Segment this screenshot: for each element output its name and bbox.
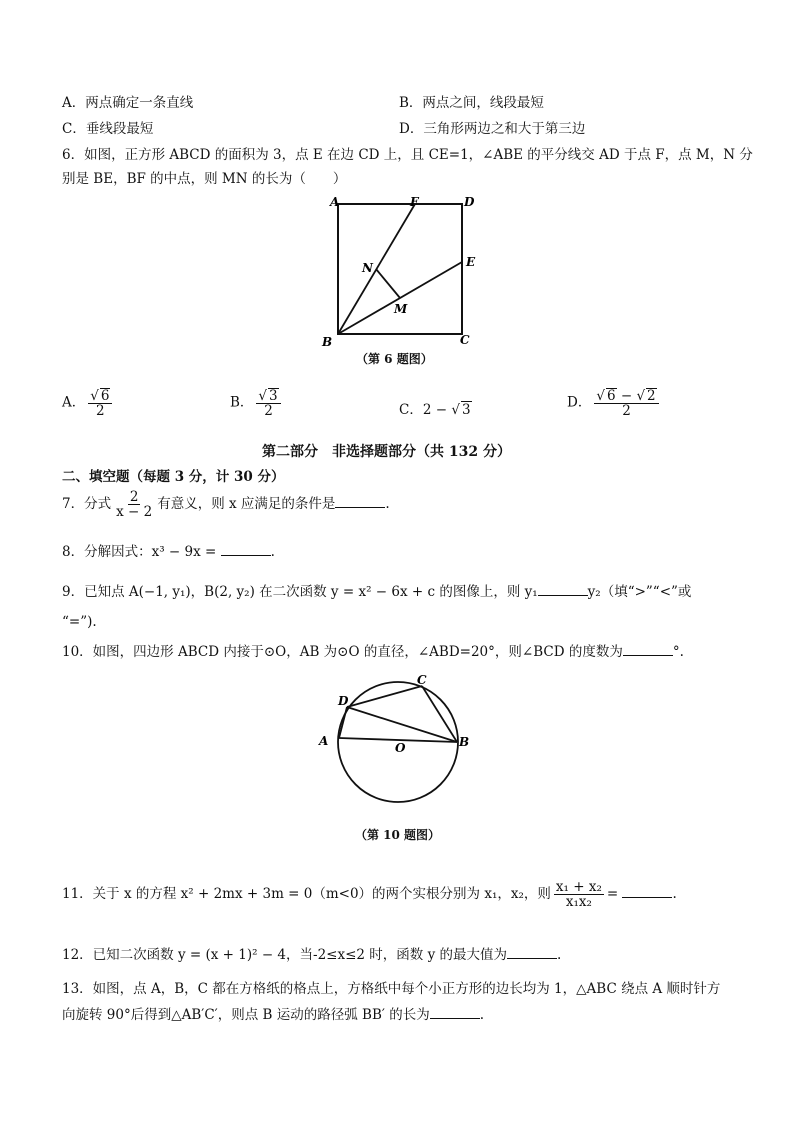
q6-option-c-radicand: 3 [461, 402, 471, 418]
q8-prefix: 8．分解因式： [62, 544, 152, 560]
q6-caption: （第 6 题图） [356, 352, 433, 366]
chord-ad [339, 707, 347, 738]
q6-option-c: C．2 − √ 3 [399, 402, 471, 418]
q10-answer-blank[interactable] [623, 643, 673, 656]
q12-text: 12．已知二次函数 y = (x + 1)² − 4，当-2≤x≤2 时，函数 y 的最大值为 [62, 947, 507, 963]
q7-den: x − 2 [116, 504, 153, 521]
section2-title: 第二部分 非选择题部分（共 132 分） [262, 444, 511, 460]
q9-text-tail: y₂（填“>”“<”或 [587, 584, 692, 600]
q9-line2: “=”). [62, 614, 97, 630]
q6-option-d-den: 2 [622, 403, 631, 420]
label-d: D [464, 195, 475, 209]
chord-db [347, 707, 457, 742]
label-b: B [459, 735, 470, 749]
q6-option-d-minus: − [616, 388, 637, 404]
label-e: E [466, 255, 476, 269]
q12: 12．已知二次函数 y = (x + 1)² − 4，当-2≤x≤2 时，函数 y 的最大值为 . [62, 947, 562, 963]
q6-option-a-prefix: A． [62, 394, 86, 411]
q13-line2: 向旋转 90°后得到△AB′C′，则点 B 运动的路径弧 BB′ 的长为 . [62, 1007, 485, 1023]
q6-option-d: D． $\frac{√ 6 - √ 2}{2}$ [567, 388, 662, 418]
q7-suffix: 有意义，则 x 应满足的条件是 [157, 496, 336, 513]
q11-eq: = [606, 886, 619, 903]
q11-num: x₁ + x₂ [555, 879, 602, 895]
q5-option-a: A．两点确定一条直线 [62, 95, 194, 111]
q8-expr: x³ − 9x = [151, 544, 217, 560]
q6-stem-line2: 别是 BE，BF 的中点，则 MN 的长为（ ） [62, 171, 347, 187]
q5-option-d: D．三角形两边之和大于第三边 [399, 121, 586, 137]
label-o: O [395, 741, 406, 755]
q7-answer-blank[interactable] [335, 495, 385, 508]
q6-option-b-radicand: 3 [269, 388, 278, 404]
q7: 7．分式 $\frac{2}{x - 2}$ 有意义，则 x 应满足的条件是 . [62, 489, 390, 521]
q10 [62, 640, 684, 660]
label-a: A [319, 734, 329, 748]
label-d: D [338, 694, 349, 708]
q13-text: 向旋转 90°后得到△AB′C′，则点 B 运动的路径弧 BB′ 的长为 [62, 1007, 430, 1023]
q11-answer-blank[interactable] [622, 885, 672, 898]
q6-option-d-prefix: D． [567, 394, 592, 411]
q5-option-c: C．垂线段最短 [62, 121, 154, 137]
q7-prefix: 7．分式 [62, 496, 112, 513]
q10-caption: （第 10 题图） [355, 828, 441, 842]
q6-option-d-rad2: 2 [647, 388, 656, 404]
q8-answer-blank[interactable] [221, 543, 271, 556]
q6-option-b-den: 2 [264, 403, 273, 420]
q10-text: 10．如图，四边形 ABCD 内接于⊙O，AB 为⊙O 的直径，∠ABD=20°，则∠BCD 的度数为 [62, 644, 623, 660]
line-mn [376, 269, 400, 298]
q10-circle-figure [316, 672, 476, 822]
q6-option-b: B． $\frac{√ 3}{2}$ [230, 388, 284, 418]
q6-option-a-den: 2 [96, 403, 105, 420]
q11-den: x₁x₂ [565, 894, 592, 911]
q7-num: 2 [129, 489, 139, 505]
q9-text: 9．已知点 A(−1, y₁)，B(2, y₂) 在二次函数 y = x² − 6x + c 的图像上，则 y₁ [62, 584, 538, 600]
label-a: A [330, 195, 340, 209]
label-c: C [460, 333, 470, 347]
q6-square-figure [318, 190, 488, 365]
q10-tail: °. [672, 644, 684, 660]
q11: 11．关于 x 的方程 x² + 2mx + 3m = 0（m<0）的两个实根分别为 x₁，x₂，则 $\frac{\text{x₁ + x₂}}{\text{x₁x₂}}$ = . [62, 879, 677, 911]
q6-option-b-prefix: B． [230, 394, 254, 411]
label-c: C [417, 673, 427, 687]
label-n: N [362, 261, 373, 275]
q6-option-c-text: 2 − [422, 402, 452, 418]
q5-option-b: B．两点之间，线段最短 [399, 95, 544, 111]
q9-answer-blank[interactable] [538, 583, 588, 596]
q12-answer-blank[interactable] [507, 946, 557, 959]
q13-answer-blank[interactable] [430, 1006, 480, 1019]
q11-prefix: 11．关于 x 的方程 x² + 2mx + 3m = 0（m<0）的两个实根分别为 x₁，x₂，则 [62, 886, 551, 903]
label-b: B [322, 335, 333, 349]
section2-heading: 二、填空题（每题 3 分，计 30 分） [62, 469, 285, 485]
label-f: F [410, 195, 419, 209]
q13-line1: 13．如图，点 A，B，C 都在方格纸的格点上，方格纸中每个小正方形的边长均为 1，△ABC 绕点 A 顺时针方 [62, 981, 721, 997]
q6-option-d-rad1: 6 [606, 388, 616, 404]
q6-option-c-prefix: C． [399, 402, 423, 418]
q6-option-a: A． $\frac{√ 6}{2}$ [62, 388, 115, 418]
q6-stem-line1: 6．如图，正方形 ABCD 的面积为 3，点 E 在边 CD 上，且 CE=1，∠ABE 的平分线交 AD 于点 F，点 M，N 分 [62, 147, 753, 163]
q6-option-a-radicand: 6 [100, 388, 110, 404]
q9-line1 [62, 580, 691, 600]
q8: 8．分解因式：x³ − 9x = . [62, 544, 275, 560]
label-m: M [394, 302, 408, 316]
